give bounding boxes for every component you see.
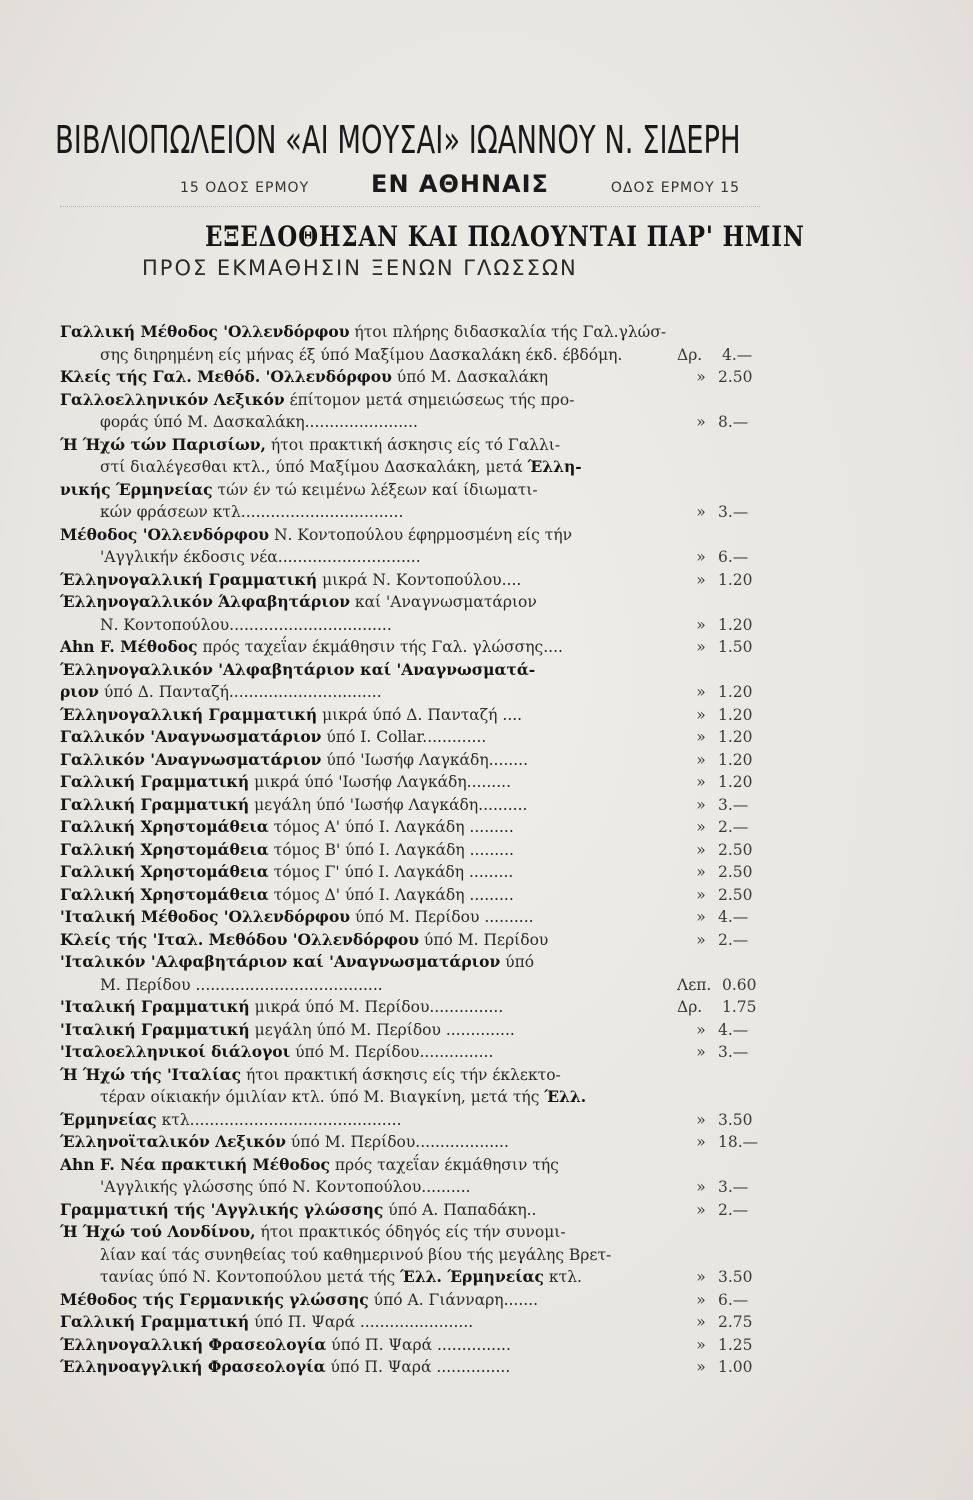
ditto-mark: » — [696, 1043, 706, 1061]
entry-text — [60, 883, 682, 907]
price: 2.— — [718, 1200, 749, 1219]
title-bold: Ahn F. Μέθοδος — [60, 637, 198, 656]
catalog-line — [0, 545, 973, 569]
title-bold: Ή Ήχώ τού Λονδίνου, — [60, 1222, 256, 1241]
ditto-mark: » — [696, 750, 706, 769]
title-detail: ήτοι πρακτικός όδηγός είς τήν συνομι- — [255, 1223, 566, 1241]
title-detail: μικρά ύπό Δ. Πανταζή .... — [317, 705, 523, 724]
title-bold: Ή Ήχώ τών Παρισίων, — [60, 434, 266, 454]
catalog-line — [0, 838, 973, 862]
catalog-line — [0, 320, 973, 344]
entry-text — [100, 1175, 682, 1199]
catalog-line — [0, 568, 973, 592]
currency-label: Λεπ. — [677, 975, 712, 994]
title-bold: Κλείς τής Γαλ. Μεθόδ. 'Ολλενδόρφου — [60, 367, 392, 386]
entry-text — [60, 838, 682, 862]
catalog-line — [0, 1288, 973, 1312]
entry-text — [60, 478, 760, 502]
catalog-line — [0, 973, 973, 997]
price: 2.75 — [718, 1313, 753, 1331]
city-name: ΕΝ ΑΘΗΝΑΙΣ — [371, 170, 549, 198]
title-bold: Γαλλοελληνικόν Λεξικόν — [60, 389, 285, 409]
title-detail: τόμος Β' ύπό Ι. Λαγκάδη ......... — [268, 840, 514, 859]
bookshop-title: ΒΙΒΛΙΟΠΩΛΕΙΟΝ «ΑΙ ΜΟΥΣΑΙ» ΙΩΑΝΝΟΥ Ν. ΣΙΔΕΡΗ — [55, 118, 741, 162]
price: 1.20 — [718, 570, 753, 589]
price: 6.— — [718, 1290, 749, 1309]
entry-text — [60, 680, 682, 704]
entry-text — [60, 568, 682, 592]
entry-text — [60, 1310, 682, 1334]
title-detail: ύπό Μ. Δασκαλάκη — [391, 368, 549, 386]
ditto-mark: » — [696, 1268, 706, 1286]
title-detail: ήτοι πρακτική άσκησις είς τό Γαλλι- — [265, 435, 561, 454]
title-detail: μεγάλη ύπό Μ. Περίδου .............. — [249, 1020, 515, 1039]
catalog-line — [0, 1198, 973, 1222]
ditto-mark: » — [696, 1200, 706, 1219]
price: 3.— — [718, 1043, 749, 1061]
entry-text — [100, 545, 682, 569]
entry-text — [60, 635, 682, 659]
title-detail: λίαν καί τάς συνηθείας τού καθημερινού βίου τής μεγάλης Βρετ- — [100, 1245, 612, 1264]
catalog-line — [0, 433, 973, 457]
ditto-mark: » — [696, 885, 706, 904]
title-detail: μικρά ύπό Μ. Περίδου............... — [249, 998, 504, 1016]
catalog-line — [0, 1333, 973, 1357]
price: 0.60 — [722, 975, 757, 994]
ditto-mark: » — [696, 840, 706, 859]
title-bold: 'Ιταλική Μέθοδος 'Ολλενδόρφου — [60, 907, 351, 926]
price: 18.— — [718, 1133, 759, 1151]
price: 4.— — [722, 345, 753, 364]
catalog-line — [0, 343, 973, 367]
ditto-mark: » — [696, 615, 706, 634]
title-bold: 'Ιταλικόν 'Αλφαβητάριον καί 'Αναγνωσματάριον — [60, 952, 501, 971]
price: 2.50 — [718, 840, 753, 859]
title-bold: Κλείς τής 'Ιταλ. Μεθόδου 'Ολλενδόρφου — [60, 929, 419, 949]
title-detail: ύπό Π. Ψαρά ....................... — [249, 1313, 474, 1331]
title-detail: ήτοι πρακτική άσκησις είς τήν έκλεκτο- — [241, 1065, 561, 1084]
title-bold: Γαλλικόν 'Αναγνωσματάριον — [60, 749, 322, 769]
price: 3.— — [718, 1178, 749, 1196]
catalog-line — [0, 770, 973, 794]
price: 1.20 — [718, 705, 753, 724]
address-left: 15 ΟΔΟΣ ΕΡΜΟΥ — [180, 180, 310, 196]
catalog-line — [0, 1355, 973, 1379]
title-bold: Έρμηνείας — [60, 1109, 157, 1129]
entry-text — [60, 1018, 682, 1042]
title-detail: καί 'Αναγνωσματάριον — [349, 593, 537, 611]
ditto-mark: » — [696, 1020, 706, 1039]
catalog-line — [0, 1220, 973, 1244]
title-detail: κτλ. — [544, 1268, 582, 1286]
ditto-mark: » — [696, 638, 706, 656]
title-bold: Γαλλική Μέθοδος 'Ολλενδόρφου — [60, 322, 350, 341]
title-detail: κών φράσεων κτλ................................. — [100, 503, 404, 521]
entry-text — [60, 1220, 760, 1244]
title-bold: Έλλη- — [527, 457, 582, 476]
title-detail: τανίας ύπό Ν. Κοντοπούλου μετά τής — [100, 1268, 401, 1286]
title-bold: Έλληνογαλλικόν Άλφαβητάριον — [60, 592, 350, 611]
entry-text — [60, 1198, 682, 1222]
title-detail: μικρά Ν. Κοντοπούλου.... — [317, 570, 522, 589]
entry-text — [60, 860, 682, 884]
title-bold: 'Ιταλική Γραμματική — [60, 1019, 250, 1039]
ditto-mark: » — [696, 930, 706, 949]
entry-text — [60, 703, 682, 727]
title-detail: ύπό Π. Ψαρά ............... — [325, 1358, 511, 1376]
catalog-line — [0, 523, 973, 547]
price: 3.50 — [718, 1110, 753, 1129]
price: 8.— — [718, 413, 749, 431]
entry-text — [60, 658, 760, 682]
title-detail: 'Αγγλικήν έκδοσις νέα............................. — [100, 548, 421, 566]
ditto-mark: » — [696, 1358, 706, 1376]
title-bold: Γαλλική Χρηστομάθεια — [60, 884, 269, 904]
price: 1.20 — [718, 683, 753, 701]
entry-text — [60, 1063, 760, 1087]
price: 1.20 — [718, 728, 753, 746]
title-bold: Έλληνογαλλικόν 'Αλφαβητάριον καί 'Αναγνωσματά- — [60, 659, 536, 679]
entry-text — [100, 455, 760, 479]
title-detail: κτλ........................................... — [156, 1110, 402, 1129]
price: 1.25 — [718, 1335, 753, 1354]
entry-text — [60, 793, 682, 817]
catalog-line — [0, 388, 973, 412]
catalog-line — [0, 680, 973, 704]
price: 2.50 — [718, 885, 753, 904]
title-detail: τόμος Γ' ύπό Ι. Λαγκάδη ......... — [268, 863, 514, 881]
title-detail: τόμος Α' ύπό Ι. Λαγκάδη ......... — [268, 818, 514, 836]
price: 1.75 — [722, 998, 757, 1016]
entry-text — [100, 500, 682, 524]
price: 6.— — [718, 548, 749, 566]
entry-text — [100, 343, 682, 367]
price: 3.50 — [718, 1268, 753, 1286]
title-detail: έπίτομον μετά σημειώσεως τής προ- — [284, 390, 575, 409]
price: 2.50 — [718, 368, 753, 386]
catalog-line — [0, 950, 973, 974]
entry-text — [60, 365, 682, 389]
title-detail: τέραν οίκιακήν όμιλίαν κτλ. ύπό Μ. Βιαγκίνη, μετά τής — [100, 1088, 545, 1106]
address-line — [180, 170, 740, 198]
ditto-mark: » — [696, 1133, 706, 1151]
title-detail: 'Αγγλικής γλώσσης ύπό Ν. Κοντοπούλου.......... — [100, 1178, 471, 1196]
catalog-line — [0, 1130, 973, 1154]
section-heading: ΕΞΕΔΟΘΗΣΑΝ ΚΑΙ ΠΩΛΟΥΝΤΑΙ ΠΑΡ' ΗΜΙΝ — [205, 220, 805, 253]
ditto-mark: » — [696, 728, 706, 746]
title-detail: μικρά ύπό 'Ιωσήφ Λαγκάδη......... — [249, 773, 511, 791]
title-bold: Έλληνοϊταλικόν Λεξικόν — [60, 1132, 286, 1151]
title-bold: Έλλ. Έρμηνείας — [400, 1267, 544, 1286]
catalog-line — [0, 1310, 973, 1334]
catalog-line — [0, 1018, 973, 1042]
catalog-line — [0, 410, 973, 434]
catalog-line — [0, 703, 973, 727]
catalog-line — [0, 995, 973, 1019]
title-bold: Γαλλικόν 'Αναγνωσματάριον — [60, 727, 322, 746]
ditto-mark: » — [696, 705, 706, 724]
title-detail: Ν. Κοντοπούλου................................. — [100, 615, 392, 634]
entry-text — [60, 1153, 760, 1177]
title-bold: Έλλ. — [544, 1087, 587, 1106]
entry-text — [60, 1040, 682, 1064]
price: 2.— — [718, 930, 749, 949]
price: 2.— — [718, 818, 749, 836]
address-right: ΟΔΟΣ ΕΡΜΟΥ 15 — [610, 180, 740, 196]
title-bold: Γραμματική τής 'Αγγλικής γλώσσης — [60, 1199, 384, 1219]
ditto-mark: » — [696, 1178, 706, 1196]
catalog-line — [0, 478, 973, 502]
title-detail: τόμος Δ' ύπό Ι. Λαγκάδη ......... — [268, 885, 514, 904]
title-bold: Ή Ήχώ τής 'Ιταλίας — [60, 1064, 242, 1084]
title-detail: ύπό Α. Παπαδάκη.. — [383, 1200, 537, 1219]
catalog-line — [0, 725, 973, 749]
catalog-line — [0, 635, 973, 659]
title-detail: Μ. Περίδου ...................................... — [100, 975, 383, 994]
section-subheading: ΠΡΟΣ ΕΚΜΑΘΗΣΙΝ ΞΕΝΩΝ ΓΛΩΣΣΩΝ — [142, 256, 578, 280]
catalog-line — [0, 590, 973, 614]
title-bold: Ahn F. Νέα πρακτική Μέθοδος — [60, 1154, 330, 1174]
price: 1.20 — [718, 750, 753, 769]
ditto-mark: » — [696, 413, 706, 431]
entry-text — [100, 1265, 682, 1289]
title-detail: ύπό 'Ιωσήφ Λαγκάδη........ — [321, 750, 529, 769]
entry-text — [60, 320, 760, 344]
title-detail: ύπό Α. Γιάνναρη....... — [368, 1290, 539, 1309]
entry-text — [60, 433, 760, 457]
catalog-line — [0, 1153, 973, 1177]
title-detail: στί διαλέγεσθαι κτλ., ύπό Μαξίμου Δασκαλάκη, μετά — [100, 458, 528, 476]
entry-text — [60, 1130, 682, 1154]
catalog-line — [0, 613, 973, 637]
catalog-line — [0, 658, 973, 682]
catalog-line — [0, 928, 973, 952]
entry-text — [60, 1355, 682, 1379]
entry-text — [60, 748, 682, 772]
ditto-mark: » — [696, 1335, 706, 1354]
entry-text — [60, 1288, 682, 1312]
entry-text — [60, 523, 760, 547]
ditto-mark: » — [696, 1313, 706, 1331]
title-detail: Ν. Κοντοπούλου έφηρμοσμένη είς τήν — [269, 525, 573, 544]
title-detail: ύπό Π. Ψαρά ............... — [326, 1335, 511, 1354]
entry-text — [100, 973, 682, 997]
divider-rule — [60, 206, 760, 207]
ditto-mark: » — [696, 683, 706, 701]
ditto-mark: » — [696, 908, 706, 926]
ditto-mark: » — [696, 818, 706, 836]
title-bold: Γαλλική Χρηστομάθεια — [60, 862, 269, 881]
title-detail: ύπό Μ. Περίδου................... — [285, 1133, 509, 1151]
catalog-line — [0, 1243, 973, 1267]
title-detail: τών έν τώ κειμένω λέξεων καί ίδιωματι- — [212, 480, 538, 499]
title-detail: ύπό Μ. Περίδου — [419, 930, 549, 949]
price: 1.20 — [718, 615, 753, 634]
catalog-line — [0, 883, 973, 907]
catalog-line — [0, 860, 973, 884]
title-bold: Γαλλική Χρηστομάθεια — [60, 817, 269, 836]
catalog-line — [0, 1265, 973, 1289]
entry-text — [60, 590, 760, 614]
price: 3.— — [718, 795, 749, 814]
entry-text — [100, 613, 682, 637]
entry-text — [60, 770, 682, 794]
title-detail: πρός ταχεΐαν έκμάθησιν τής Γαλ. γλώσσης.... — [197, 638, 563, 656]
title-bold: Έλληνογαλλική Γραμματική — [60, 704, 318, 724]
catalog-line — [0, 905, 973, 929]
price: 1.50 — [718, 638, 753, 656]
title-bold: Μέθοδος τής Γερμανικής γλώσσης — [60, 1289, 369, 1309]
currency-label: Δρ. — [677, 998, 703, 1016]
title-detail: ύπό Δ. Πανταζή............................... — [98, 683, 382, 701]
title-detail: ήτοι πλήρης διδασκαλία τής Γαλ.γλώσ- — [349, 323, 667, 341]
catalog-line — [0, 793, 973, 817]
title-bold: ριον — [60, 682, 99, 701]
ditto-mark: » — [696, 1110, 706, 1129]
title-bold: Γαλλική Χρηστομάθεια — [60, 839, 269, 859]
catalog-line — [0, 1063, 973, 1087]
ditto-mark: » — [696, 863, 706, 881]
title-bold: 'Ιταλοελληνικοί διάλογοι — [60, 1042, 291, 1061]
title-detail: φοράς ύπό Μ. Δασκαλάκη....................... — [100, 413, 418, 431]
entry-text — [60, 815, 682, 839]
title-bold: 'Ιταλική Γραμματική — [60, 997, 250, 1016]
title-bold: Έλληνογαλλική Γραμματική — [60, 569, 318, 589]
price: 4.— — [718, 908, 749, 926]
catalog-line — [0, 1040, 973, 1064]
title-bold: Γαλλική Γραμματική — [60, 1312, 250, 1331]
ditto-mark: » — [696, 795, 706, 814]
entry-text — [100, 1243, 760, 1267]
ditto-mark: » — [696, 503, 706, 521]
title-bold: Γαλλική Γραμματική — [60, 794, 250, 814]
price: 4.— — [718, 1020, 749, 1039]
entry-text — [60, 1108, 682, 1132]
ditto-mark: » — [696, 1290, 706, 1309]
price: 1.20 — [718, 773, 753, 791]
entry-text — [60, 928, 682, 952]
entry-text — [60, 950, 760, 974]
title-detail: ύπό Ι. Collar............. — [321, 728, 487, 746]
catalog-line — [0, 1175, 973, 1199]
catalog-line — [0, 1108, 973, 1132]
title-bold: Έλληνογαλλική Φρασεολογία — [60, 1334, 327, 1354]
title-detail: ύπό Μ. Περίδου............... — [290, 1043, 494, 1061]
entry-text — [100, 1085, 760, 1109]
title-bold: νικής Έρμηνείας — [60, 479, 213, 499]
title-detail: ύπό — [500, 953, 535, 971]
ditto-mark: » — [696, 773, 706, 791]
title-detail: πρός ταχεΐαν έκμάθησιν τής — [329, 1155, 559, 1174]
ditto-mark: » — [696, 570, 706, 589]
entry-text — [60, 725, 682, 749]
title-bold: Έλληνοαγγλική Φρασεολογία — [60, 1357, 326, 1376]
price: 3.— — [718, 503, 749, 521]
catalog-line — [0, 815, 973, 839]
price: 2.50 — [718, 863, 753, 881]
catalog-line — [0, 1085, 973, 1109]
entry-text — [60, 995, 682, 1019]
price: 1.00 — [718, 1358, 753, 1376]
title-bold: Γαλλική Γραμματική — [60, 772, 250, 791]
title-bold: Μέθοδος 'Ολλενδόρφου — [60, 524, 270, 544]
ditto-mark: » — [696, 368, 706, 386]
catalog-line — [0, 365, 973, 389]
currency-label: Δρ. — [677, 345, 703, 364]
entry-text — [60, 1333, 682, 1357]
entry-text — [100, 410, 682, 434]
entry-text — [60, 905, 682, 929]
catalog-line — [0, 455, 973, 479]
catalog-line — [0, 500, 973, 524]
ditto-mark: » — [696, 548, 706, 566]
title-detail: ύπό Μ. Περίδου .......... — [350, 908, 534, 926]
catalog-line — [0, 748, 973, 772]
title-detail: μεγάλη ύπό 'Ιωσήφ Λαγκάδη.......... — [249, 795, 528, 814]
entry-text — [60, 388, 760, 412]
title-detail: σης διηρημένη είς μήνας έξ ύπό Μαξίμου Δασκαλάκη έκδ. έβδόμη. — [100, 345, 623, 364]
